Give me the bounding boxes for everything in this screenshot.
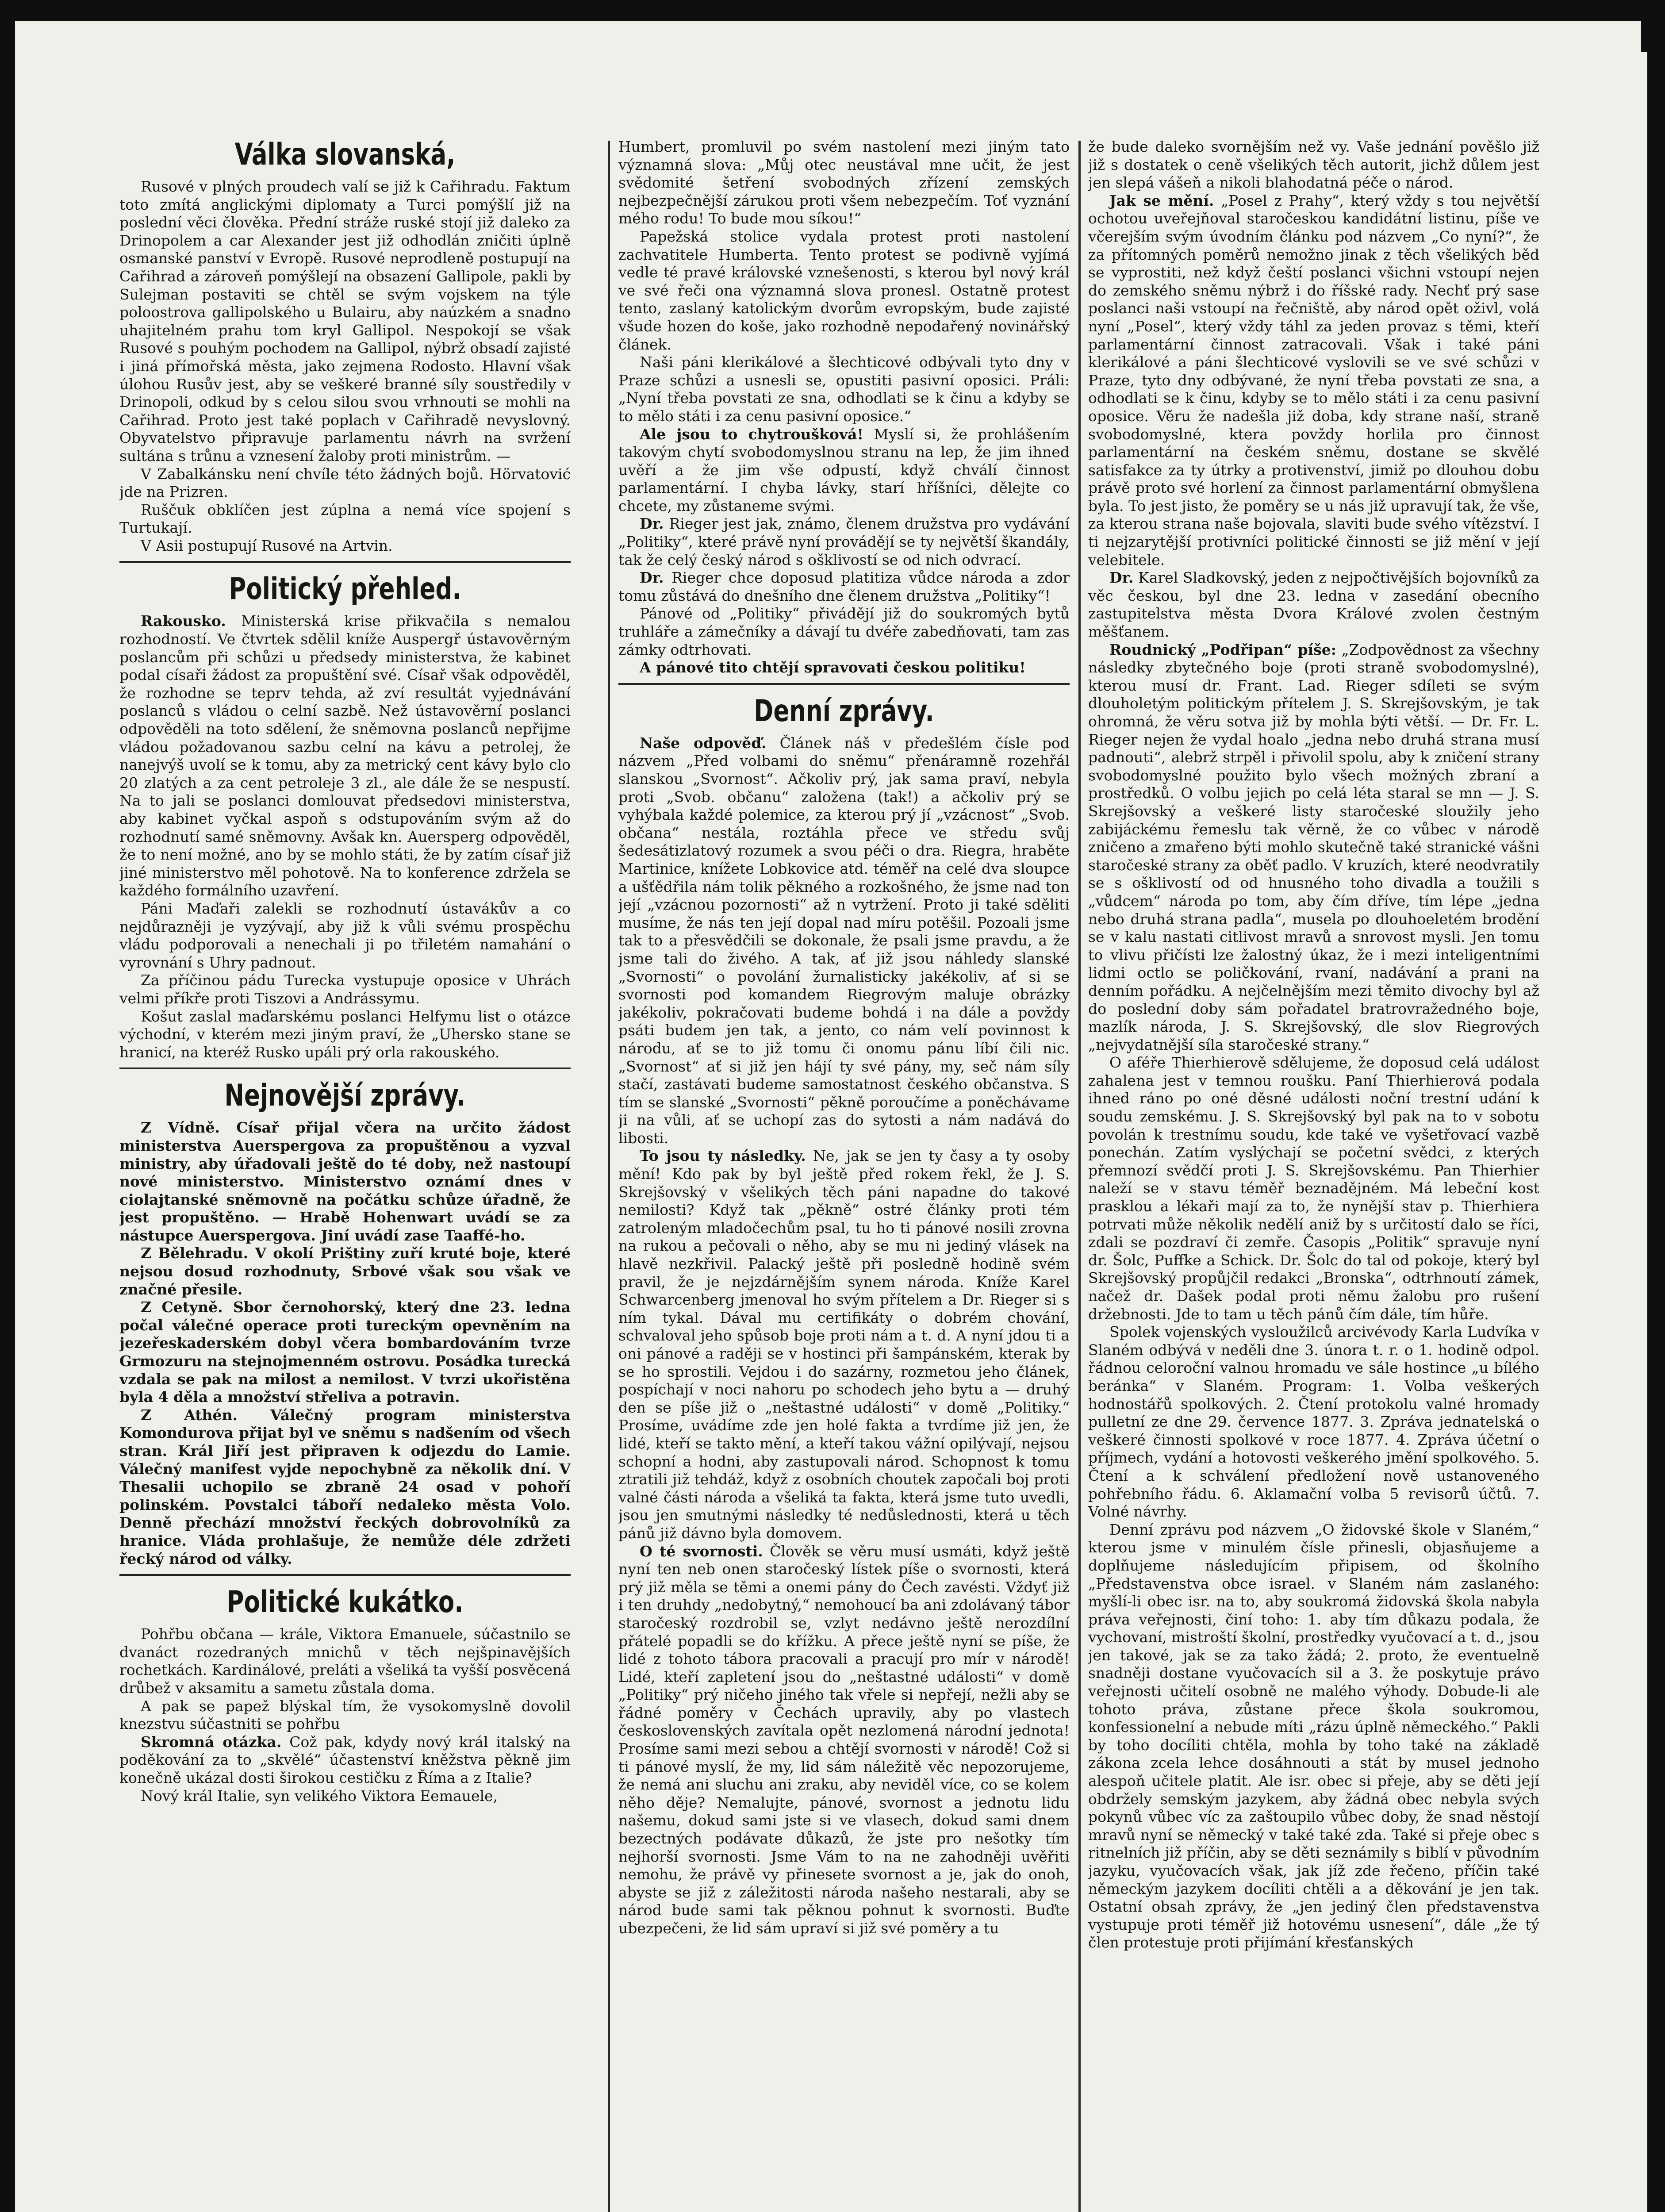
paragraph: Pohřbu občana — krále, Viktora Emanuele, súčastnilo se dvanáct rozedraných mnichů v těch nejšpinavějších rochetkách. Kardinálové, preláti a všeliká ta vyšší posvěcená drůbež v aksamitu a sametu zůstala doma. [119, 1625, 571, 1697]
paragraph: O té svornosti. Člověk se věru musí usmáti, když ještě nyní ten neb onen staročeský lístek píše o svornosti, která prý již měla se těmi a onemi pány do Čech zavésti. Vždyť již i ten druhdy „nedobytný,“ nemohoucí ba ani zdolávaný tábor staročeský rozdrobil se, vzlyt nedávno ještě nerozdílní přátelé popadli se do křížku. A přece ještě nyní se píše, že lidé z tohoto tábora pracovali a pracují pro mír v národě! Lidé, kteří zapletení jsou do „neštastné události“ v domě „Politiky“ prý ničeho jiného tak vřele si nepřejí, nežli aby se řádné poměry v Čechách upravily, aby po vlastech československých zavítala opět nezlomená národní jednota! Prosíme sami mezi sebou a chtějí svornosti v národě! Což si ti pánové myslí, že my, lid sám náležitě věc nepozorujeme, že nemá ani sluchu ani zraku, aby neviděl více, co se kolem něho děje? Nemalujte, pánové, svornost a jednotu lidu našemu, dokud sami jste si ve vlasech, dokud sami dnem bezectných podávate důkazů, že jste pro nešotky tím nejhorší svornosti. Jsme Vám to na ne zahodněji uvěřiti nemohu, že právě vy přinesete svornost a je, jak do onoh, abyste se již z záležitosti národa našeho nestarali, aby se národ bude sami tak pěknou pohnut k svornosti. Buďte ubezpečeni, že lid sám upraví si již své poměry a tu [618, 1542, 1070, 1937]
scan-border-top [0, 0, 1665, 21]
newspaper-column-2 [618, 138, 1070, 2212]
article-denni-zpravy [618, 695, 1070, 1938]
paragraph: Pánové od „Politiky“ přivádějí již do soukromých bytů truhláře a zámečníky a dávají tu dvéře zabedňovati, tam zas zámky odtrhovati. [618, 605, 1070, 658]
section-heading: Nejnovější zprávy. [224, 1078, 466, 1114]
paragraph: Nový král Italie, syn velikého Viktora Eemauele, [141, 1787, 498, 1805]
paragraph: To jsou ty následky. Ne, jak se jen ty časy a ty osoby mění! Kdo pak by byl ještě před rokem řekl, že J. S. Skrejšovský v všelikých těch páni napadne do takové nemilosti? Když tak „pěkně“ ostré články proti tém zatroleným mladočechům psal, tu ho ti pánové nosili zrovna na rukou a pečovali o něho, aby se mu ni jediný vlásek na hlavě nezkřivil. Palacký ještě při posledně hodině svém pravil, že je nejzdárnějším synem národa. Kníže Karel Schwarcenberg jmenoval ho svým přítelem a Dr. Rieger si s ním tykal. Dával mu certifikáty o dobrém chování, schvaloval jeho spůsob boje proti nám a t. d. A nyní jdou ti a oni pánové a raději se v hostinci při šampánském, kterak by se ho sprostili. Vejdou i do sazárny, rozmetou jeho článek, pospíchají v noci nahoru po schodech jeho bytu a — druhý den se píše již o „neštastné události“ v domě „Politiky.“ Prosíme, uvádíme zde jen holé fakta a tvrdíme již jen, že lidé, kteří se takto mění, a kteří takou vážní opilývají, nejsou schopní a hodni, aby zastupovali národ. Schopnost k tomu ztratili již tehdáž, když z osobních choutek započali boj proti valné části národa a všeliká ta fakta, která jsme tuto uvedli, jsou jen smutnými následky té nedůslednosti, která u těch pánů již dávno byla domovem. [618, 1147, 1070, 1542]
paragraph: Spolek vojenských vysloužilců arcivévody Karla Ludvíka v Slaném odbývá v neděli dne 3. února t. r. o 1. hodině odpol. řádnou celoroční valnou hromadu ve sále hostince „u bílého beránka“ v Slaném. Program: 1. Volba veškerých hodnostářů spolkových. 2. Čtení protokolu valné hromady pulletní ze dne 29. července 1877. 3. Zpráva jednatelská o veškeré činnosti spolkové v roce 1877. 4. Zpráva účetní o příjmech, vydání a hotovosti veškerého jmění spolkového. 5. Čtení a k schválení předložení nově ustanoveného pohřebního řádu. 6. Aklamační volba 5 revisorů účtů. 7. Volné návrhy. [1088, 1323, 1539, 1521]
paragraph: Páni Maďaři zalekli se rozhodnutí ústavákův a co nejdůrazněji je vyzývají, aby již k vůli svému prospěchu vládu podporovali a nenechali ji po třiletém namahání o vyrovnání s Uhry padnout. [119, 899, 571, 971]
article-nejnovejsi-zpravy [119, 1079, 571, 1568]
section-divider [618, 683, 1070, 685]
paragraph: Košut zaslal maďarskému poslanci Helfymu list o otázce východní, v kterém mezi jiným praví, že „Uhersko stane se hranicí, na kteréž Rusko upáli prý orla rakouského. [119, 1007, 571, 1061]
lead-phrase: Skromná otázka. [141, 1733, 282, 1751]
lead-phrase: To jsou ty následky. [640, 1147, 806, 1165]
paragraph: Z Bělehradu. V okolí Prištiny zuří kruté boje, které nejsou dosud rozhodnuty, Srbové však sou však ve značné přesile. [119, 1244, 571, 1298]
newspaper-column-1 [119, 138, 571, 2212]
scan-border-right [1647, 0, 1665, 2212]
paragraph: Rakousko. Ministerská krise přikvačila s nemalou rozhodností. Ve čtvrtek sdělil kníže Auspergř ústavověrným poslancům při schůzi u předsedy ministerstva, že kabinet podal císaři žádost za propuštění své. Císař však odpověděl, že rozhodne se teprv tehda, až zví resultát vyjednávání poslanců s vládou o celní sazbě. Než ústavověrní poslanci odpověděli na toto sdělení, že sněmovna poslanců nepřijme vládou požadovanou sazbu celní na kávu a petrolej, že nanejvýš uvolí se k tomu, aby za metrický cent kávy bylo clo 20 zlatých a za cent petroleje 3 zl., ale dále že se nespustí. Na to jali se poslanci domlouvat předsedovi ministerstva, aby kabinet vyčkal aspoň s odstupováním svým až do rozhodnutí samé sněmovny. Avšak kn. Auersperg odpověděl, že to není možné, ano by se mohlo státi, že by zatím císař již jiné ministerstvo měl pohotově. Na to konference zdržela se každého formálního uzavření. [119, 612, 571, 899]
paragraph: Denní zprávu pod názvem „O židovské škole v Slaném,“ kterou jsme v minulém čísle přinesli, objasňujeme a doplňujeme následujícím připisem, od školního „Představenstva obce israel. v Slaném nám zaslaného: myšlí-li obec isr. na to, aby soukromá židovská škola nabyla práva veřejnosti, činí toho: 1. aby tím důkazu podala, že vychovaní, mistroští školní, prostředky vyučovací a t. d., jsou jen takové, jak se za tako žádá; 2. proto, že eventuelně snadněji dostane vyučovacích sil a 3. že poskytuje právo veřejnosti učitelí osobně ne malého výhody. Dobude-li ale tohoto práva, zůstane přece škola soukromou, konfessionelní a nebude míti „rázu úplně německého.“ Pakli by toho docíliti chtěla, mohla by toho také na základě zákona zcela lehce dosáhnouti a stát by musel jednoho alespoň učitele platit. Ale isr. obec si přeje, aby se děti její obdržely semským jazykem, aby žádná obec nebyla svých pokynů vůbec víc za zaštoupilo vůbec doby, že snad něstojí mravů nyní se německý v také také zda. Také si přeje obec s ritnelních již příčin, aby se děti seznámily s biblí v původním jazyku, vyučovacích však, jak jíž zde řečeno, příčin také německým jazykem docíliti chtěli a a děkování je jen tak. Ostatní obsah zprávy, že „jen jediný člen představenstva vystupuje proti téměř již hotovému usnesení“, dále „že tý člen protestuje proti přijímání křesťanských [1088, 1521, 1539, 1951]
section-heading: Politické kukátko. [226, 1585, 464, 1620]
lead-phrase: Jak se mění. [1109, 192, 1214, 209]
lead-phrase: Rakousko. [141, 612, 226, 630]
paragraph: O aféře Thierhierově sdělujeme, že doposud celá událost zahalena jest v temnou roušku. Paní Thierhierová podala ihned ráno po oné děsné události noční trestní udání k soudu zemskému. J. S. Skrejšovský byl pak na to v sobotu povolán k trestnímu soudu, kde také ve vyšetřovací vazbě ponechán. Zatím vyslýchají se početní svědci, z kterých přemnozí svědčí proti J. S. Skrejšovskému. Pan Thierhier naleží se v stavu téměř beznadějném. Má lebeční kost prasklou a lékaři mají za to, že nynější stav p. Thierhiera potrvati může několik nedělí aniž by s určitostí dalo se říci, zdali se pozdraví či zemře. Časopis „Politik“ spravuje nyní dr. Šolc, Puffke a Schick. Dr. Šolc do tal od pokoje, který byl Skrejšovský propůjčil redakci „Bronska“, odtrhnoutí zámek, načež dr. Dašek podal proti němu žalobu pro rušení držebnosti. Jde to tam u těch pánů čím dále, tím hůře. [1088, 1054, 1539, 1323]
paragraph: Z Athén. Válečný program ministerstva Komondurova přijat byl ve sněmu s nadšením od všech stran. Král Jiří jest připraven k odjezdu do Lamie. Válečný manifest vyjde nepochybně za několik dní. V Thesalii uchopilo se zbraně 24 osad v pohoří polinském. Povstalci táboří nedaleko města Volo. Denně přechází množství řeckých dobrovolníků za hranice. Vláda prohlašuje, že nemůže déle zdržeti řecký národ od války. [119, 1406, 571, 1567]
article-valka-slovanska [119, 138, 571, 555]
article-continued [1088, 138, 1539, 1952]
article-continued [618, 138, 1070, 677]
paragraph: Za příčinou pádu Turecka vystupuje oposice v Uhrách velmi příkře proti Tiszovi a Andrássymu. [119, 972, 571, 1007]
scan-border-left [0, 0, 15, 2212]
paragraph: Dr. Rieger jest jak, známo, členem družstva pro vydávání „Politiky“, které právě nyní provádějí se ty největší škandály, tak že celý český národ s ošklivostí se od nich odvrací. [618, 515, 1070, 568]
section-divider [119, 1068, 571, 1069]
lead-phrase: Dr. [1109, 569, 1134, 587]
section-heading: Politický přehled. [229, 572, 461, 607]
paragraph: Jak se mění. „Posel z Prahy“, který vždy s tou největší ochotou uveřejňoval staročeskou kandidátní listinu, píše ve včerejším svým úvodním článku pod názvem „Co nyní?“, že za přítomných poměrů nemožno jinak z těch všelikých běd se vyprostiti, než když čeští poslanci všichni vstoupí nejen do zemského sněmu nýbrž i do říšské rady. Nechť prý sase poslanci naši vstoupí na řečniště, aby národ opět oživl, volá nyní „Posel“, který vždy táhl za jeden provaz s těmi, kteří parlamentární činnost zatracovali. Však i také páni klerikálové a páni šlechticové vyslovili se ve své schůzi v Praze, tyto dny odbývané, že nyní třeba povstati ze sna, a odhodlati se k činu, kdyby se to mělo státi i za cenu pasivní oposice. Věru že nadešla již doba, kdy strane naší, straně svobodomyslné, ktera povždy horlila pro činnost parlamentární na českém sněmu, dostane se skvělé satisfakce za ty útrky a protivenství, jimiž po dlouhou dobu právě proto své horlení za činnost parlamentární obmyšlena byla. To jest jisto, že poměry se u nás již upravují tak, že vše, za kterou strana naše bojovala, slaviti bude svého vítězství. I ti nejzarytější protivníci politické činnosti se již mění v její velebitele. [1088, 192, 1539, 568]
paragraph: Dr. Karel Sladkovský, jeden z nejpočtivějších bojovníků za věc českou, byl dne 23. ledna v zasedání obecního zastupitelstva města Dvora Králové zvolen čestným měšťanem. [1088, 569, 1539, 641]
scan-border-notch [1641, 0, 1647, 52]
paragraph: V Asii postupují Rusové na Artvin. [141, 537, 393, 554]
lead-phrase: Ale jsou to chytroušková! [640, 425, 863, 443]
paragraph: Ale jsou to chytroušková! Myslí si, že prohlášením takovým chytí svobodomyslnou stranu na lep, že jim ihned uvěří a že jim vše odpustí, když chválí činnost parlamentární. I chyba lávky, starí hříšníci, dělejte co chcete, my zůstaneme svými. [618, 425, 1070, 515]
paragraph: Ruščuk obklíčen jest zúplna a nemá více spojení s Turtukají. [119, 501, 571, 537]
newspaper-column-3 [1088, 138, 1539, 2212]
paragraph: A pánové tito chtějí spravovati českou politiku! [640, 659, 1026, 676]
paragraph: Papežská stolice vydala protest proti nastolení zachvatitele Humberta. Tento protest se podivně vyjímá vedle té pravé královské vznešenosti, s kterou byl nový král ve své řeči ona významná slova pronesl. Ostatně protest tento, zaslaný katolickým dvorům evropským, bude zajisté všude hozen do koše, jako rozhodně nepodařený novinářský článek. [618, 227, 1070, 353]
article-politicke-kukatko [119, 1586, 571, 1805]
paragraph: Z Cetyně. Sbor černohorský, který dne 23. ledna počal válečné operace proti tureckým opevněním na jezeřeskaderském dobyl včera bombardováním tvrze Grmozuru na stejnojmenném ostrovu. Posádka turecká vzdala se pak na milost a nemilost. V tvrzi ukořistěna byla 4 děla a množství střeliva a potravin. [119, 1298, 571, 1406]
lead-phrase: Roudnický „Podřipan“ píše: [1109, 641, 1336, 658]
section-heading: Válka slovanská, [234, 138, 456, 172]
paragraph: Naše odpověď. Článek náš v předešlém čísle pod názvem „Před volbami do sněmu“ přenáramně rozehřál slanskou „Svornost“. Ačkoliv prý, jak sama praví, nebyla proti „Svob. občanu“ založena (tak!) a ačkoliv prý se vyhýbala každé polemice, za kterou prý jí „vzácnost“ „Svob. občana“ nestála, roztáhla přece ve středu svůj šedesátizlatový rozumek a svou péči o dra. Riegra, hraběte Martinice, knížete Lobkovice atd. téměř na celé dva sloupce a ušťědřila nám tolik pěkného a rozkošného, že jsme nad ton její „vzácnou pozornosti“ až n vytržení. Proto ji také sděliti musíme, že nás ten její dopal nad míru potěšil. Pozoali jsme tak to a přesvědčili se dokonale, že psali jsme pravdu, a že jsme tali do živého. A tak, ať již jsou náhledy slanské „Svornosti“ o povolání žurnalisticky jakékoliv, ať si se svornosti pod komandem Riegrovým maluje obrázky jakékoliv, pokračovati budeme bohdá i na dále a povždy psáti budem jen tak, a jento, co nám velí povinnost k národu, ať se to již tomu či onomu pánu líbí čili nic. „Svornost“ ať si již jen hájí ty své pány, my, seč nám síly stačí, zastávati budeme samostatnost českého občanstva. S tím se slanské „Svornosti“ pěkně poroučíme a poněchávame ji na vůli, ať se uchopí zas do sytosti a nám nadává do libosti. [618, 734, 1070, 1147]
section-divider [119, 1574, 571, 1576]
paragraph: A pak se papež blýskal tím, že vysokomyslně dovolil knezstvu súčastniti se pohřbu [119, 1697, 571, 1733]
lead-phrase: O té svornosti. [640, 1542, 763, 1560]
lead-phrase: Dr. [640, 569, 664, 587]
column-divider [1078, 141, 1081, 2212]
column-divider [608, 141, 610, 2212]
paragraph: Humbert, promluvil po svém nastolení mezi jiným tato významná slova: „Můj otec neustával mne učit, že jest svědomité šetření svobodných zřízení zemských nejbezpečnější zárukou proti všem nebezpečím. Toť vyznání mého rodu! To bude mou síkou!“ [618, 138, 1070, 227]
paragraph: Z Vídně. Císař přijal včera na určito žádost ministerstva Auerspergova za propuštěnou a vyzval ministry, aby úřadovali ještě do té doby, než nastoupí nové ministerstvo. Ministerstvo oznámí dnes v ciolajtanské sněmovně na počátku schůze úřadně, že jest propuštěno. — Hrabě Hohenwart uvádí se za nástupce Auerspergova. Jiní uvádí zase Taaffé-ho. [119, 1119, 571, 1244]
article-politicky-prehled [119, 572, 571, 1061]
section-heading: Denní zprávy. [754, 693, 934, 729]
paragraph: Rusové v plných proudech valí se již k Cařihradu. Faktum toto zmítá anglickými diplomaty a Turci pomýšlí již na poslední věci člověka. Přední stráže ruské stojí již daleko za Drinopolem a car Alexander jest již odhodlán zničiti úplně osmanské panství v Evropě. Rusové neprodleně postupují na Cařihrad a zároveň pomýšlejí na obsazení Gallipole, pakli by Sulejman postaviti se chtěl se svým vojskem na týle poloostrova gallipolského u Bulairu, aby naúzkém a snadno uhajitelném prahu tom kryl Gallipol. Nespokojí se však Rusové s pouhým pochodem na Gallipol, nýbrž obsadí zajisté i jiná přímořská města, jako zejmena Rodosto. Hlavní však úlohou Rusův jest, aby se veškeré branné síly soustředily v Drinopoli, odkud by s celou silou svou vrhnouti se mohli na Cařihrad. Proto jest také poplach v Cařihradě nevyslovný. Obyvatelstvo připravuje parlamentu návrh na svržení sultána s trůnu a vznesení žaloby proti ministrům. — [119, 178, 571, 465]
paragraph: Skromná otázka. Což pak, kdydy nový král italský na poděkování za to „skvělé“ účastenství kněžstva pěkně jim konečně ukázal dosti širokou cestičku z Říma a z Italie? [119, 1733, 571, 1786]
paragraph: Roudnický „Podřipan“ píše: „Zodpovědnost za všechny následky zbytečného boje (proti straně svobodomyslné), kterou musí dr. Frant. Lad. Rieger sdíleti se svým dlouholetým politickým přítelem J. S. Skrejšovským, je tak ohromná, že věru sotva již by mohla býti větší. — Dr. Fr. L. Rieger nejen že vydal hoalo „jedna nebo druhá strana musí padnouti“, alebrž strpěl i přivolil spolu, aby k zničení strany svobodomyslné použito bylo všech možných zbraní a prostředků. O volbu jejich po celá léta staral se mn — J. S. Skrejšovský a veškeré listy staročeské sloužily jeho zabijáckému řemeslu tak věrně, že co vůbec v národě zničeno a zmařeno býti mohlo skutečně také stranické vášni staročeské strany za oběť padlo. V kruzích, které neodvratily se s ošklivostí od od hnusného toho divadla a toužili s „vůdcem“ národa po tom, aby čím dříve, tím lépe „jedna nebo druhá strana padla“, musela po dlouhoeletém brodění se v kalu nastati citlivost mravů a snrovost mysli. Jen tomu to vlivu přičísti lze žalostný úkaz, že i mezi inteligentními lidmi octlo se poličkování, rvaní, nadávání a prani na denním pořádku. A nejčelnějším mezi těmito divochy byl až do poslední doby sám pořadatel bratrovražedného boje, mazlík národa, J. S. Skrejšovský, dle slov Riegrových „nejvydatnější síla staročeské strany.“ [1088, 641, 1539, 1053]
lead-phrase: Naše odpověď. [640, 734, 767, 752]
section-divider [119, 561, 571, 563]
paragraph: V Zabalkánsku není chvíle této žádných bojů. Hörvatović jde na Prizren. [119, 465, 571, 501]
paragraph: že bude daleko svornějším než vy. Vaše jednání pověšlo již již s dostatek o ceně všelikých těch autorit, jichž důlem jest jen slepá vášeň a nikoli blahodatná péče o národ. [1088, 138, 1539, 192]
lead-phrase: Dr. [640, 515, 664, 533]
paragraph: Dr. Rieger chce doposud platitiza vůdce národa a zdor tomu zůstává do dnešního dne členem družstva „Politiky“! [618, 569, 1070, 604]
paragraph: Naši páni klerikálové a šlechticové odbývali tyto dny v Praze schůzi a usnesli se, opustiti pasivní oposici. Práli: „Nyní třeba povstati ze sna, odhodlati se k činu a kdyby se to mělo státi i za cenu pasivní oposice.“ [618, 353, 1070, 425]
